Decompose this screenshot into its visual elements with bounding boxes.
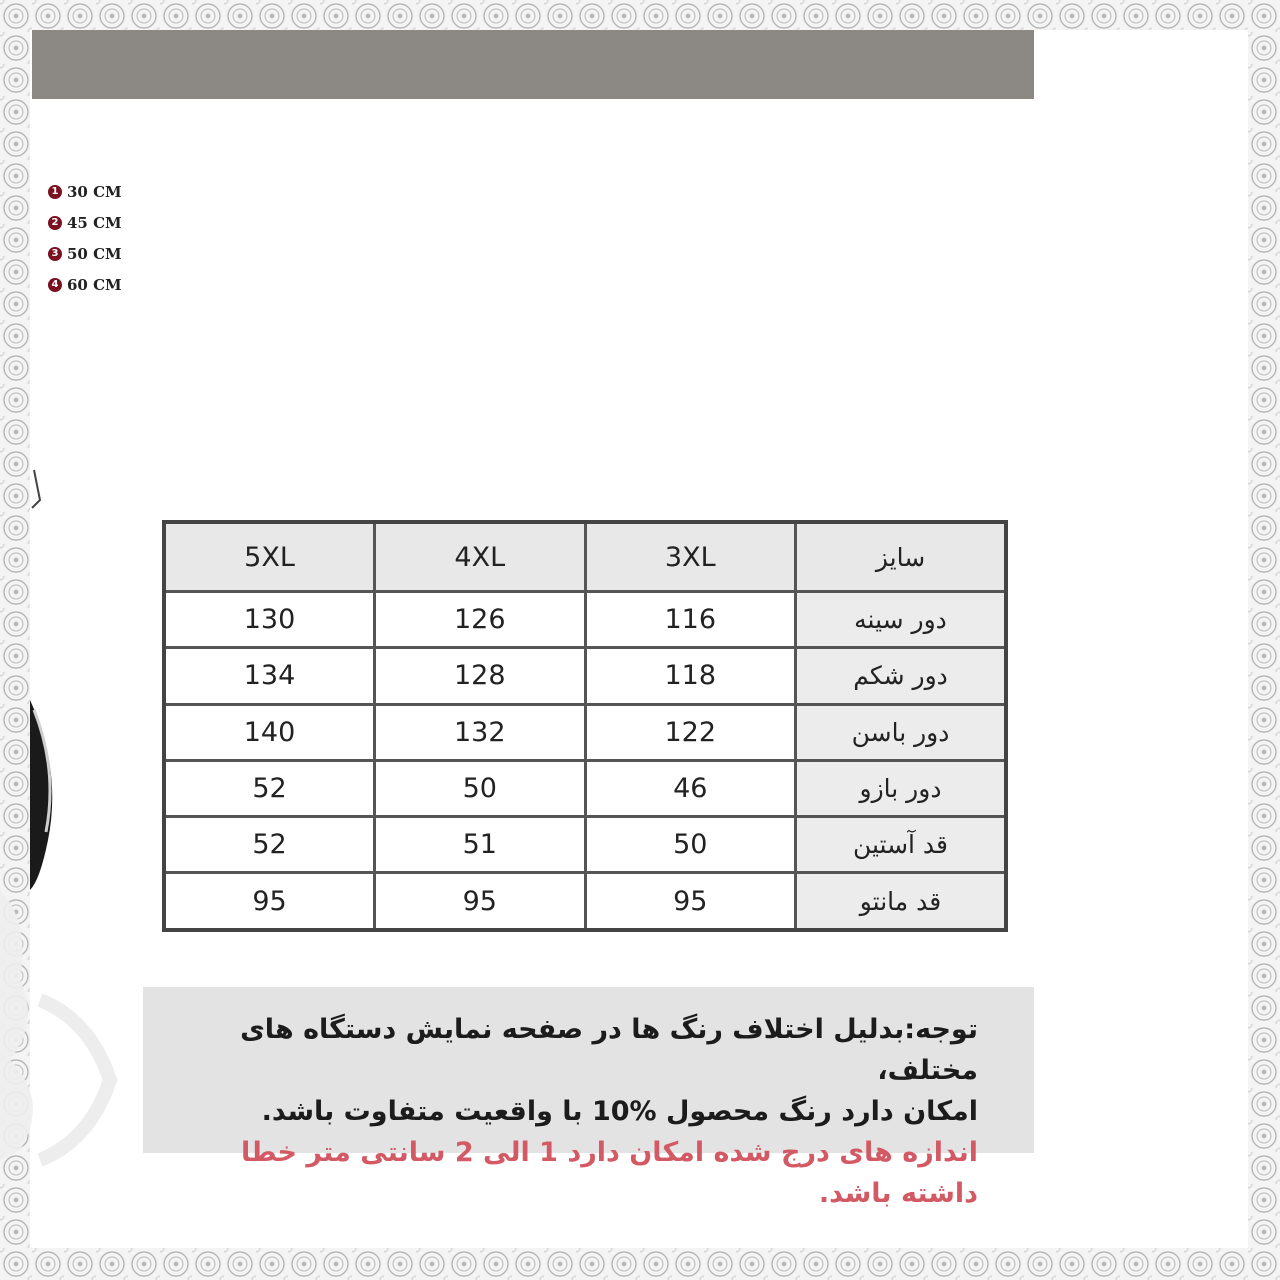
size-chart-table [162, 520, 1008, 932]
table-cell: 126 [375, 592, 586, 648]
table-cell: 50 [585, 817, 796, 873]
table-cell: 50 [375, 760, 586, 816]
note-line-2: امکان دارد رنگ محصول %10 با واقعیت متفاوت باشد. [261, 1096, 978, 1127]
table-cell: 132 [375, 704, 586, 760]
note-line-1: توجه:بدلیل اختلاف رنگ ها در صفحه نمایش دستگاه های مختلف، [240, 1014, 978, 1086]
header-label-cell: سایز [796, 522, 1007, 592]
legend-text: 50 CM [67, 244, 122, 263]
length-legend [48, 176, 122, 300]
table-row [164, 817, 1006, 873]
row-label-cell: دور شکم [796, 648, 1007, 704]
legend-text: 45 CM [67, 213, 122, 232]
table-cell: 134 [164, 648, 375, 704]
table-cell: 95 [375, 873, 586, 930]
table-cell: 95 [164, 873, 375, 930]
legend-item [48, 207, 122, 238]
table-cell: 140 [164, 704, 375, 760]
table-cell: 128 [375, 648, 586, 704]
table-cell: 95 [585, 873, 796, 930]
table-row [164, 873, 1006, 930]
note-line-3-warning: اندازه های درج شده امکان دارد 1 الی 2 سانتی متر خطا داشته باشد. [241, 1137, 978, 1209]
row-label-cell: دور سینه [796, 592, 1007, 648]
table-cell: 116 [585, 592, 796, 648]
top-banner-bar [32, 30, 1034, 99]
header-cell: 4XL [375, 522, 586, 592]
table-cell: 46 [585, 760, 796, 816]
table-row [164, 704, 1006, 760]
disclaimer-note [143, 987, 1034, 1209]
table-cell: 51 [375, 817, 586, 873]
legend-badge: 4 [48, 278, 62, 292]
table-cell: 118 [585, 648, 796, 704]
table-cell: 130 [164, 592, 375, 648]
header-cell: 5XL [164, 522, 375, 592]
header-cell: 3XL [585, 522, 796, 592]
legend-text: 30 CM [67, 182, 122, 201]
legend-item [48, 269, 122, 300]
table-row [164, 592, 1006, 648]
legend-badge: 2 [48, 216, 62, 230]
legend-text: 60 CM [67, 275, 122, 294]
table-row [164, 760, 1006, 816]
legend-badge: 1 [48, 185, 62, 199]
row-label-cell: قد آستین [796, 817, 1007, 873]
legend-item [48, 176, 122, 207]
row-label-cell: قد مانتو [796, 873, 1007, 930]
table-cell: 122 [585, 704, 796, 760]
legend-badge: 3 [48, 247, 62, 261]
table-cell: 52 [164, 817, 375, 873]
row-label-cell: دور باسن [796, 704, 1007, 760]
table-cell: 52 [164, 760, 375, 816]
table-header-row [164, 522, 1006, 592]
table-row [164, 648, 1006, 704]
legend-item [48, 238, 122, 269]
row-label-cell: دور بازو [796, 760, 1007, 816]
